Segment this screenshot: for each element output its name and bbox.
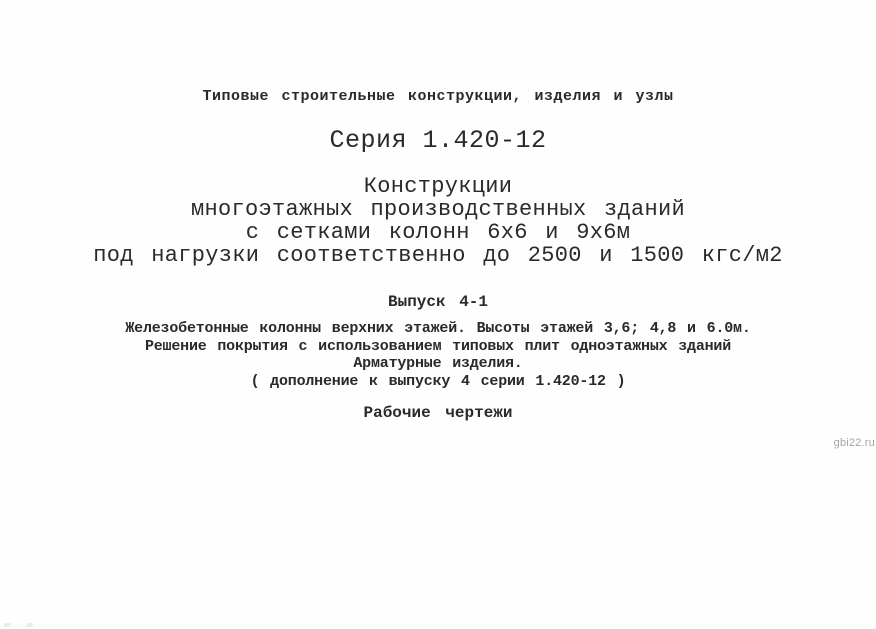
site-watermark: gbi22.ru [833,437,875,449]
main-title-line: Конструкции [363,174,513,199]
scan-artifact [4,623,11,627]
main-title [0,175,876,267]
scan-artifact [26,623,33,627]
main-title-line: многоэтажных производственных зданий [190,197,686,222]
issue-description-line: Железобетонные колонны верхних этажей. Высоты этажей 3,6; 4,8 и 6.0м. [125,320,751,337]
main-title-line: под нагрузки соответственно до 2500 и 1500 кгс/м2 [93,243,783,268]
issue-description-line: Арматурные изделия. [353,355,523,372]
main-title-line: с сетками колонн 6х6 и 9х6м [245,220,631,245]
issue-description-line: Решение покрытия с использованием типовых плит одноэтажных зданий [144,337,732,355]
series-title: Серия 1.420-12 [329,126,547,155]
document-type-label: Рабочие чертежи [363,404,513,422]
issue-description-line: ( дополнение к выпуску 4 серии 1.420-12 ) [250,372,626,390]
document-category-header: Типовые строительные конструкции, изделия и узлы [202,88,674,105]
issue-description [0,320,876,390]
issue-label: Выпуск 4-1 [387,293,488,311]
